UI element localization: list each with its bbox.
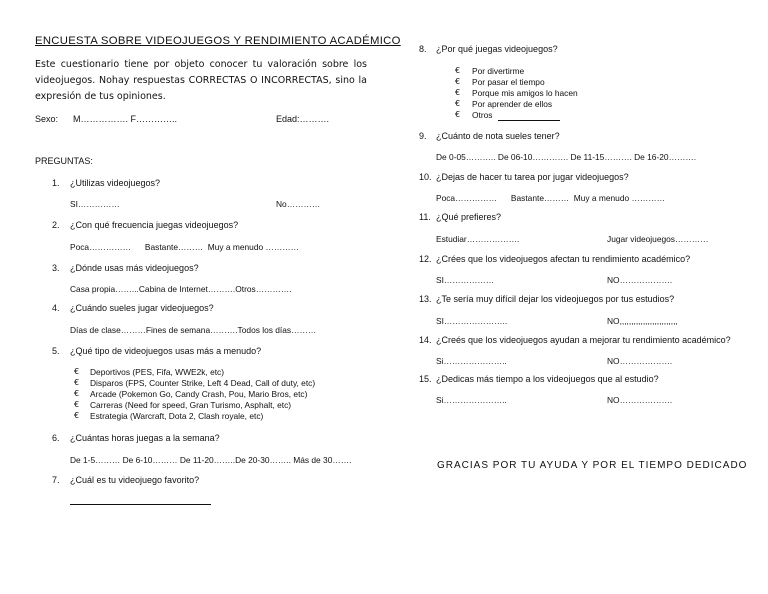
question-number: 9. [419,131,427,141]
bullet-icon: € [74,389,80,398]
answer-option: SI………………….. [436,316,508,326]
list-item: Por pasar el tiempo [472,77,545,87]
list-item: Disparos (FPS, Counter Strike, Left 4 Dead, Call of duty, etc) [90,378,316,388]
edad-field: Edad:………. [276,114,330,124]
list-item: Otros [472,110,493,120]
question-text: ¿Dejas de hacer tu tarea por jugar videojuegos? [436,172,629,182]
answer-options: De 1-5……… De 6-10……… De 11-20……..De 20-30…….. Más de 30……. [70,455,352,465]
question-number: 4. [52,303,60,313]
bullet-icon: € [74,400,80,409]
question-text: ¿Creés que los videojuegos ayudan a mejorar tu rendimiento académico? [436,335,731,345]
answer-option: NO,,,,,,,,,,,,,,,,,,,,,,,,, [607,316,678,326]
question-text: ¿Cuál es tu videojuego favorito? [70,475,200,485]
question-number: 12. [419,254,432,264]
bullet-icon: € [455,99,461,108]
question-text: ¿Qué tipo de videojuegos usas más a menudo? [70,346,262,356]
answer-option: NO………………. [607,275,673,285]
list-item: Arcade (Pokemon Go, Candy Crash, Pou, Mario Bros, etc) [90,389,308,399]
question-text: ¿Cuánto de nota sueles tener? [436,131,560,141]
bullet-icon: € [455,110,461,119]
bullet-icon: € [74,367,80,376]
question-number: 7. [52,475,60,485]
preguntas-heading: PREGUNTAS: [35,156,93,166]
question-text: ¿Dónde usas más videojuegos? [70,263,199,273]
answer-options: Poca…………… Bastante……… Muy a menudo ………… [436,193,665,203]
bullet-icon: € [455,88,461,97]
answer-options: De 0-05……….. De 06-10…………. De 11-15………. De 16-20………. [436,152,697,162]
answer-option: Jugar videojuegos………… [607,234,709,244]
list-item: Por divertirme [472,66,525,76]
answer-option: NO………………. [607,395,673,405]
question-number: 1. [52,178,60,188]
question-text: ¿Por qué juegas videojuegos? [436,44,558,54]
question-number: 2. [52,220,60,230]
answer-blank-line [70,504,211,505]
answer-option: SI…………… [70,199,120,209]
survey-title: ENCUESTA SOBRE VIDEOJUEGOS Y RENDIMIENTO ACADÉMICO [35,35,401,47]
answer-option: Si………………….. [436,356,507,366]
list-item: Estrategia (Warcraft, Dota 2, Clash royale, etc) [90,411,264,421]
question-number: 15. [419,374,432,384]
bullet-icon: € [74,411,80,420]
question-text: ¿Qué prefieres? [436,212,502,222]
list-item: Porque mis amigos lo hacen [472,88,578,98]
question-number: 14. [419,335,432,345]
question-text: ¿Te sería muy difícil dejar los videojuegos por tus estudios? [436,294,675,304]
thanks-message: GRACIAS POR TU AYUDA Y POR EL TIEMPO DEDICADO [437,460,748,471]
intro-paragraph: Este cuestionario tiene por objeto conocer tu valoración sobre los videojuegos. Nohay respuestas CORRECTAS O INCORRECTAS, sino la expresión de tus opiniones. [35,59,367,102]
answer-option: SI……………… [436,275,495,285]
answer-blank-line [498,120,560,121]
question-number: 3. [52,263,60,273]
question-text: ¿Con qué frecuencia juegas videojuegos? [70,220,239,230]
list-item: Por aprender de ellos [472,99,553,109]
question-number: 8. [419,44,427,54]
sexo-label: Sexo: [35,114,59,124]
question-number: 13. [419,294,432,304]
sexo-options: M……………. F………….. [73,114,177,124]
question-text: ¿Crées que los videojuegos afectan tu rendimiento académico? [436,254,691,264]
question-text: ¿Cuándo sueles jugar videojuegos? [70,303,214,313]
bullet-icon: € [455,77,461,86]
answer-options: Casa propia……...Cabina de Internet……….Otros…………. [70,284,292,294]
list-item: Deportivos (PES, Fifa, WWE2k, etc) [90,367,225,377]
question-number: 6. [52,433,60,443]
question-text: ¿Dedicas más tiempo a los videojuegos que al estudio? [436,374,659,384]
question-text: ¿Cuántas horas juegas a la semana? [70,433,220,443]
answer-option: No………… [276,199,321,209]
answer-option: NO………………. [607,356,673,366]
answer-option: Estudiar………………. [436,234,520,244]
question-number: 10. [419,172,432,182]
question-number: 5. [52,346,60,356]
bullet-icon: € [74,378,80,387]
list-item: Carreras (Need for speed, Gran Turismo, Asphalt, etc) [90,400,292,410]
question-number: 11. [419,212,431,222]
answer-options: Días de clase………Fines de semana……….Todos los días……… [70,325,317,335]
question-text: ¿Utilizas videojuegos? [70,178,161,188]
answer-options: Poca…………… Bastante……… Muy a menudo ………… [70,242,299,252]
answer-option: Si………………….. [436,395,507,405]
bullet-icon: € [455,66,461,75]
